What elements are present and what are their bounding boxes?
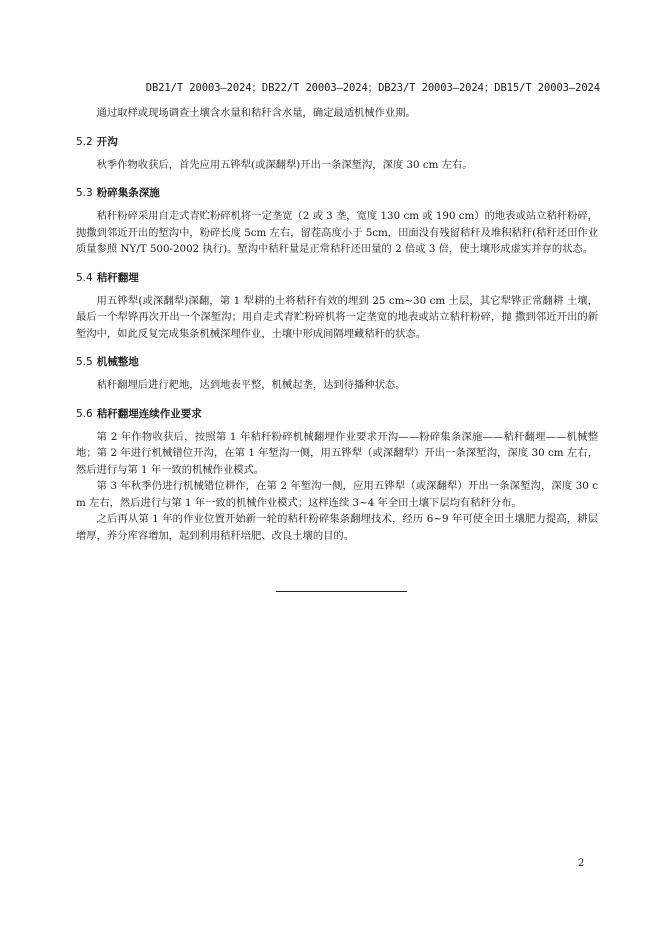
section-title: 秸秆翻埋连续作业要求 bbox=[96, 407, 202, 420]
section-title: 秸秆翻埋 bbox=[96, 271, 139, 284]
end-rule bbox=[276, 591, 407, 592]
section-heading-5-4 bbox=[76, 270, 598, 285]
section-paragraph: 之后再从第 1 年的作业位置开始新一轮的秸秆粉碎集条翻埋技术，经历 6~9 年可使全田土壤肥力提高，耕层增厚，养分库容增加，起到利用秸秆培肥、改良土壤的目的。 bbox=[76, 513, 598, 542]
section-paragraph: 秋季作物收获后，首先应用五铧犁(或深翻犁)开出一条深堑沟，深度 30 cm 左右。 bbox=[96, 158, 473, 171]
section-number: 5.2 bbox=[76, 135, 93, 148]
section-number: 5.4 bbox=[76, 271, 93, 284]
section-number: 5.5 bbox=[76, 356, 93, 368]
page-number: 2 bbox=[578, 858, 585, 869]
section-number: 5.6 bbox=[76, 407, 93, 420]
section-paragraph: 秸秆翻埋后进行耙地，达到地表平整，机械起垄，达到待播种状态。 bbox=[96, 379, 406, 391]
section-heading-5-2 bbox=[76, 134, 598, 149]
section-paragraph: 用五铧犁(或深翻犁)深翻，第 1 犁耕的土将秸秆有效的埋到 25 cm~30 cm 土层，其它犁铧正常翻耕 土壤，最后一个犁铧再次开出一个深堑沟；用自走式青贮粉碎机将一定垄宽的地表或站立秸秆粉碎，抛 撒到邻近开出的新堑沟中，如此反复完成集条机械深埋作业，土壤中形成间隔埋藏秸秆的状态。 bbox=[76, 294, 598, 340]
section-paragraph: 秸秆粉碎采用自走式青贮粉碎机将一定垄宽（2 或 3 垄，宽度 130 cm 或 190 cm）的地表或站立秸秆粉碎，抛撒到邻近开出的堑沟中，粉碎长度 5cm 左右，留茬高度小于 5cm，田面没有残留秸秆及堆积秸秆(秸秆还田作业质量参照 NY/T 500-2002 执行)。堑沟中秸秆量是正常秸秆还田量的 2 倍或 3 倍，使土壤形成虚实并存的状态。 bbox=[76, 210, 598, 255]
section-title: 开沟 bbox=[96, 135, 118, 148]
section-title: 粉碎集条深施 bbox=[96, 187, 160, 199]
section-title: 机械整地 bbox=[96, 356, 139, 368]
section-paragraph: 第 3 年秋季仍进行机械错位耕作，在第 2 年堑沟一侧，应用五铧犁（或深翻犁）开出一条深堑沟，深度 30 cm 左右，然后进行与第 1 年一致的机械作业模式；这样连续 3~4 年全田土壤下层均有秸秆分布。 bbox=[76, 480, 598, 509]
section-heading-5-5 bbox=[76, 354, 598, 369]
document-body bbox=[76, 105, 598, 544]
section-paragraph: 第 2 年作物收获后，按照第 1 年秸秆粉碎机械翻埋作业要求开沟——粉碎集条深施——秸秆翻埋——机械整地；第 2 年进行机械错位开沟，在第 1 年堑沟一侧，用五铧犁（或深翻犁）开出一条深堑沟，深度 30 cm 左右，然后进行与第 1 年一致的机械作业模式。 bbox=[76, 430, 598, 476]
section-number: 5.3 bbox=[76, 187, 93, 199]
document-header: DB21/T 20003—2024；DB22/T 20003—2024；DB23/T 20003—2024；DB15/T 20003—2024 bbox=[145, 82, 600, 94]
section-heading-5-6 bbox=[76, 406, 598, 421]
section-heading-5-3 bbox=[76, 185, 598, 200]
intro-paragraph: 通过取样或现场调查土壤含水量和秸秆含水量，确定最适机械作业期。 bbox=[96, 107, 416, 119]
